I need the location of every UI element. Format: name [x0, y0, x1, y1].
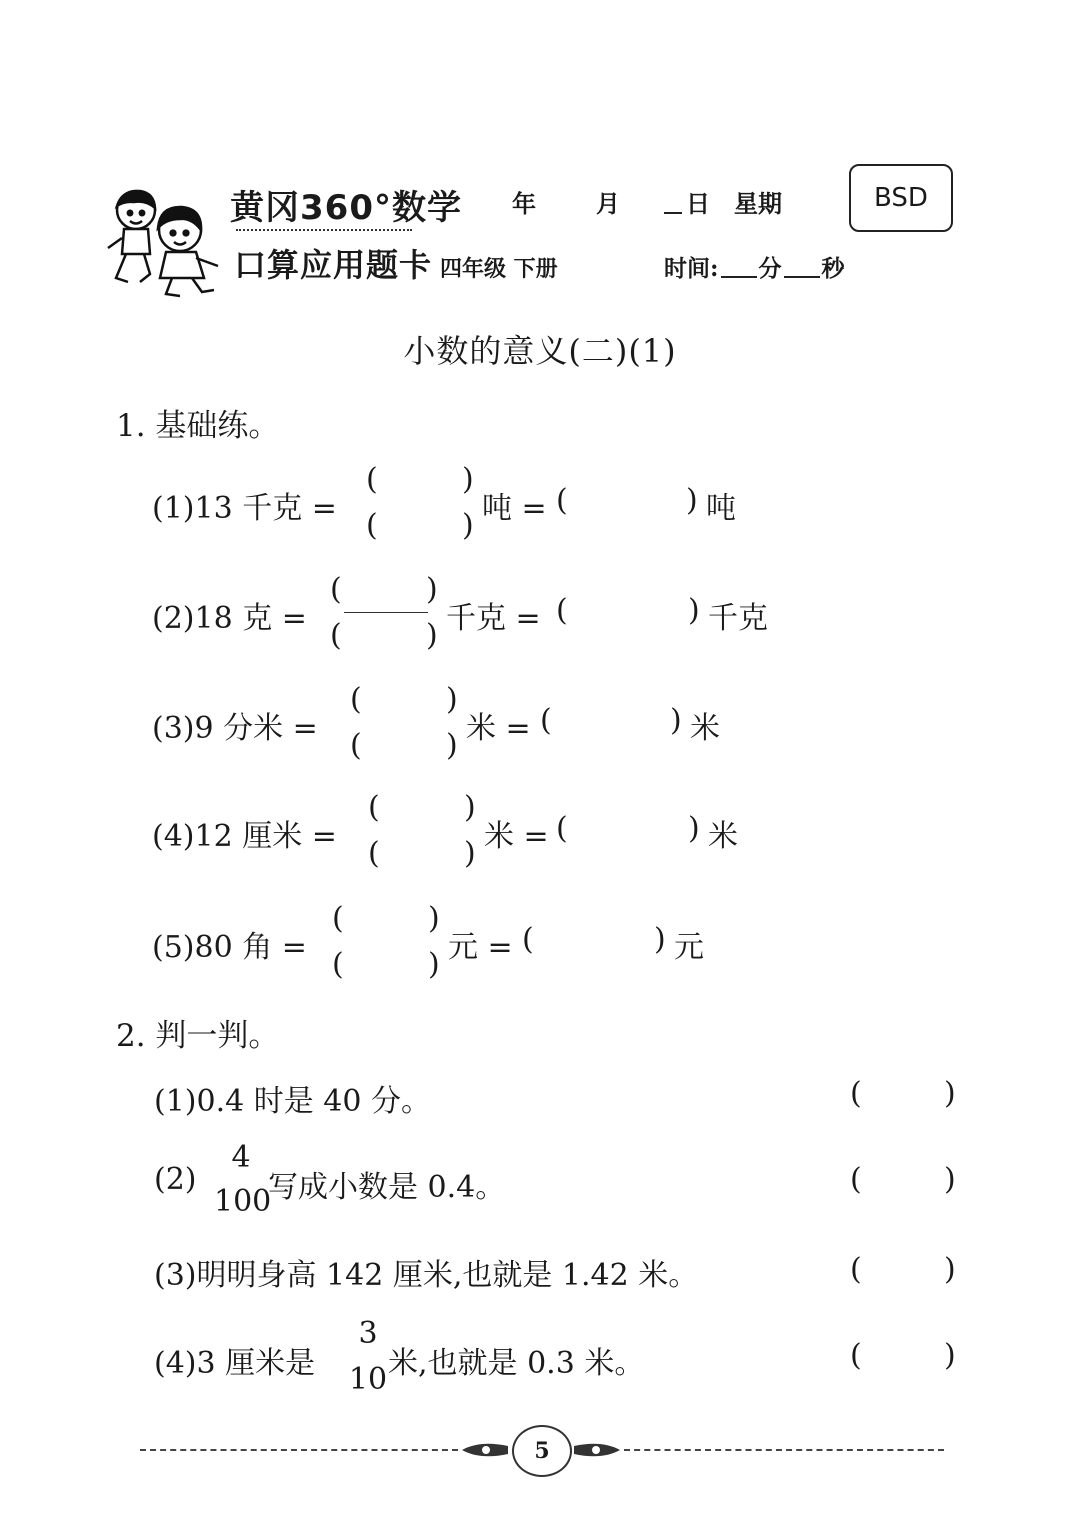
- page-number: 5: [512, 1425, 572, 1477]
- fraction-denominator-open: (: [350, 728, 362, 763]
- answer-close: ): [670, 703, 682, 738]
- time-min-label: 分: [758, 255, 782, 282]
- answer-open: (: [556, 811, 568, 846]
- judge-answer-open: (: [850, 1076, 862, 1111]
- time-sec-blank: [784, 276, 820, 278]
- answer-open: (: [556, 593, 568, 628]
- grade-label: 四年级 下册: [440, 256, 558, 282]
- fraction-denominator-close: ): [428, 947, 440, 982]
- fraction-numerator-close: ): [426, 572, 438, 607]
- judge-answer-open: (: [850, 1252, 862, 1287]
- date-year-label: 年: [512, 189, 536, 218]
- judge-answer-close: ): [944, 1162, 956, 1197]
- fraction-denominator: 100: [214, 1184, 272, 1219]
- exercise-prefix: (1)13 千克 =: [152, 491, 337, 526]
- answer-open: (: [540, 703, 552, 738]
- date-day-blank: [664, 212, 682, 214]
- fraction-numerator-open: (: [330, 572, 342, 607]
- brand-subtitle: 口算应用题卡: [234, 246, 433, 284]
- brand-title: 黄冈360°数学: [230, 188, 462, 228]
- time-min-blank: [721, 276, 757, 278]
- answer-unit: 千克: [708, 601, 768, 636]
- exercise-unit: 元 =: [448, 930, 513, 965]
- answer-close: ): [688, 811, 700, 846]
- answer-unit: 米: [690, 711, 720, 746]
- fraction-numerator: 4: [231, 1140, 251, 1175]
- fraction-numerator-close: ): [428, 901, 440, 936]
- fraction-denominator-open: (: [368, 836, 380, 871]
- exercise-unit: 千克 =: [446, 601, 541, 636]
- answer-open: (: [522, 922, 534, 957]
- judge-item-4-suffix: 米,也就是 0.3 米。: [388, 1346, 645, 1381]
- exercise-prefix: (2)18 克 =: [152, 601, 307, 636]
- page-title: 小数的意义(二)(1): [403, 332, 677, 370]
- fraction-denominator-close: ): [446, 728, 458, 763]
- fraction-bar: [344, 612, 428, 613]
- exercise-prefix: (4)12 厘米 =: [152, 819, 337, 854]
- brand-divider: [236, 229, 412, 231]
- fraction-denominator-open: (: [366, 508, 378, 543]
- answer-close: ): [654, 922, 666, 957]
- fraction-denominator: 10: [348, 1362, 388, 1397]
- answer-open: (: [556, 483, 568, 518]
- judge-item-2-suffix: 写成小数是 0.4。: [268, 1170, 506, 1205]
- fraction-numerator-open: (: [366, 462, 378, 497]
- fraction-denominator-open: (: [332, 947, 344, 982]
- exercise-unit: 吨 =: [482, 491, 547, 526]
- judge-item-1-text: (1)0.4 时是 40 分。: [154, 1084, 431, 1119]
- fraction-denominator-close: ): [462, 508, 474, 543]
- date-month-label: 月: [596, 189, 620, 218]
- time-field: [664, 250, 845, 283]
- fraction-numerator-close: ): [464, 790, 476, 825]
- kids-mascot-illustration: [100, 186, 228, 300]
- time-label: 时间:: [664, 255, 719, 282]
- exercise-prefix: (3)9 分米 =: [152, 711, 318, 746]
- judge-answer-close: ): [944, 1076, 956, 1111]
- fraction-denominator-open: (: [330, 618, 342, 653]
- exercise-prefix: (5)80 角 =: [152, 930, 307, 965]
- fraction-numerator-open: (: [368, 790, 380, 825]
- judge-item-2-prefix: (2): [154, 1162, 197, 1197]
- judge-item-4-prefix: (4)3 厘米是: [154, 1346, 316, 1381]
- fraction-denominator-close: ): [426, 618, 438, 653]
- judge-answer-close: ): [944, 1338, 956, 1373]
- judge-answer-open: (: [850, 1162, 862, 1197]
- fraction-numerator-open: (: [350, 682, 362, 717]
- footer-divider-left: [140, 1449, 458, 1451]
- fraction-numerator-close: ): [446, 682, 458, 717]
- section-2-heading: 2. 判一判。: [116, 1018, 280, 1054]
- exercise-unit: 米 =: [484, 819, 549, 854]
- exercise-unit: 米 =: [466, 711, 531, 746]
- judge-item-3-text: (3)明明身高 142 厘米,也就是 1.42 米。: [154, 1258, 699, 1293]
- answer-unit: 米: [708, 819, 738, 854]
- fraction-denominator-close: ): [464, 836, 476, 871]
- date-day-label: 日: [686, 189, 710, 218]
- answer-unit: 吨: [706, 491, 736, 526]
- section-1-heading: 1. 基础练。: [116, 408, 280, 444]
- answer-close: ): [688, 593, 700, 628]
- footer-divider-right: [624, 1449, 944, 1451]
- edition-badge: BSD: [849, 164, 953, 232]
- fraction-numerator-open: (: [332, 901, 344, 936]
- date-week-label: 星期: [734, 189, 782, 218]
- judge-answer-open: (: [850, 1338, 862, 1373]
- answer-unit: 元: [674, 930, 704, 965]
- answer-close: ): [686, 483, 698, 518]
- fraction-numerator: 3: [358, 1316, 378, 1351]
- date-day-field: [664, 184, 710, 219]
- fraction-numerator-close: ): [462, 462, 474, 497]
- judge-answer-close: ): [944, 1252, 956, 1287]
- time-sec-label: 秒: [821, 255, 845, 282]
